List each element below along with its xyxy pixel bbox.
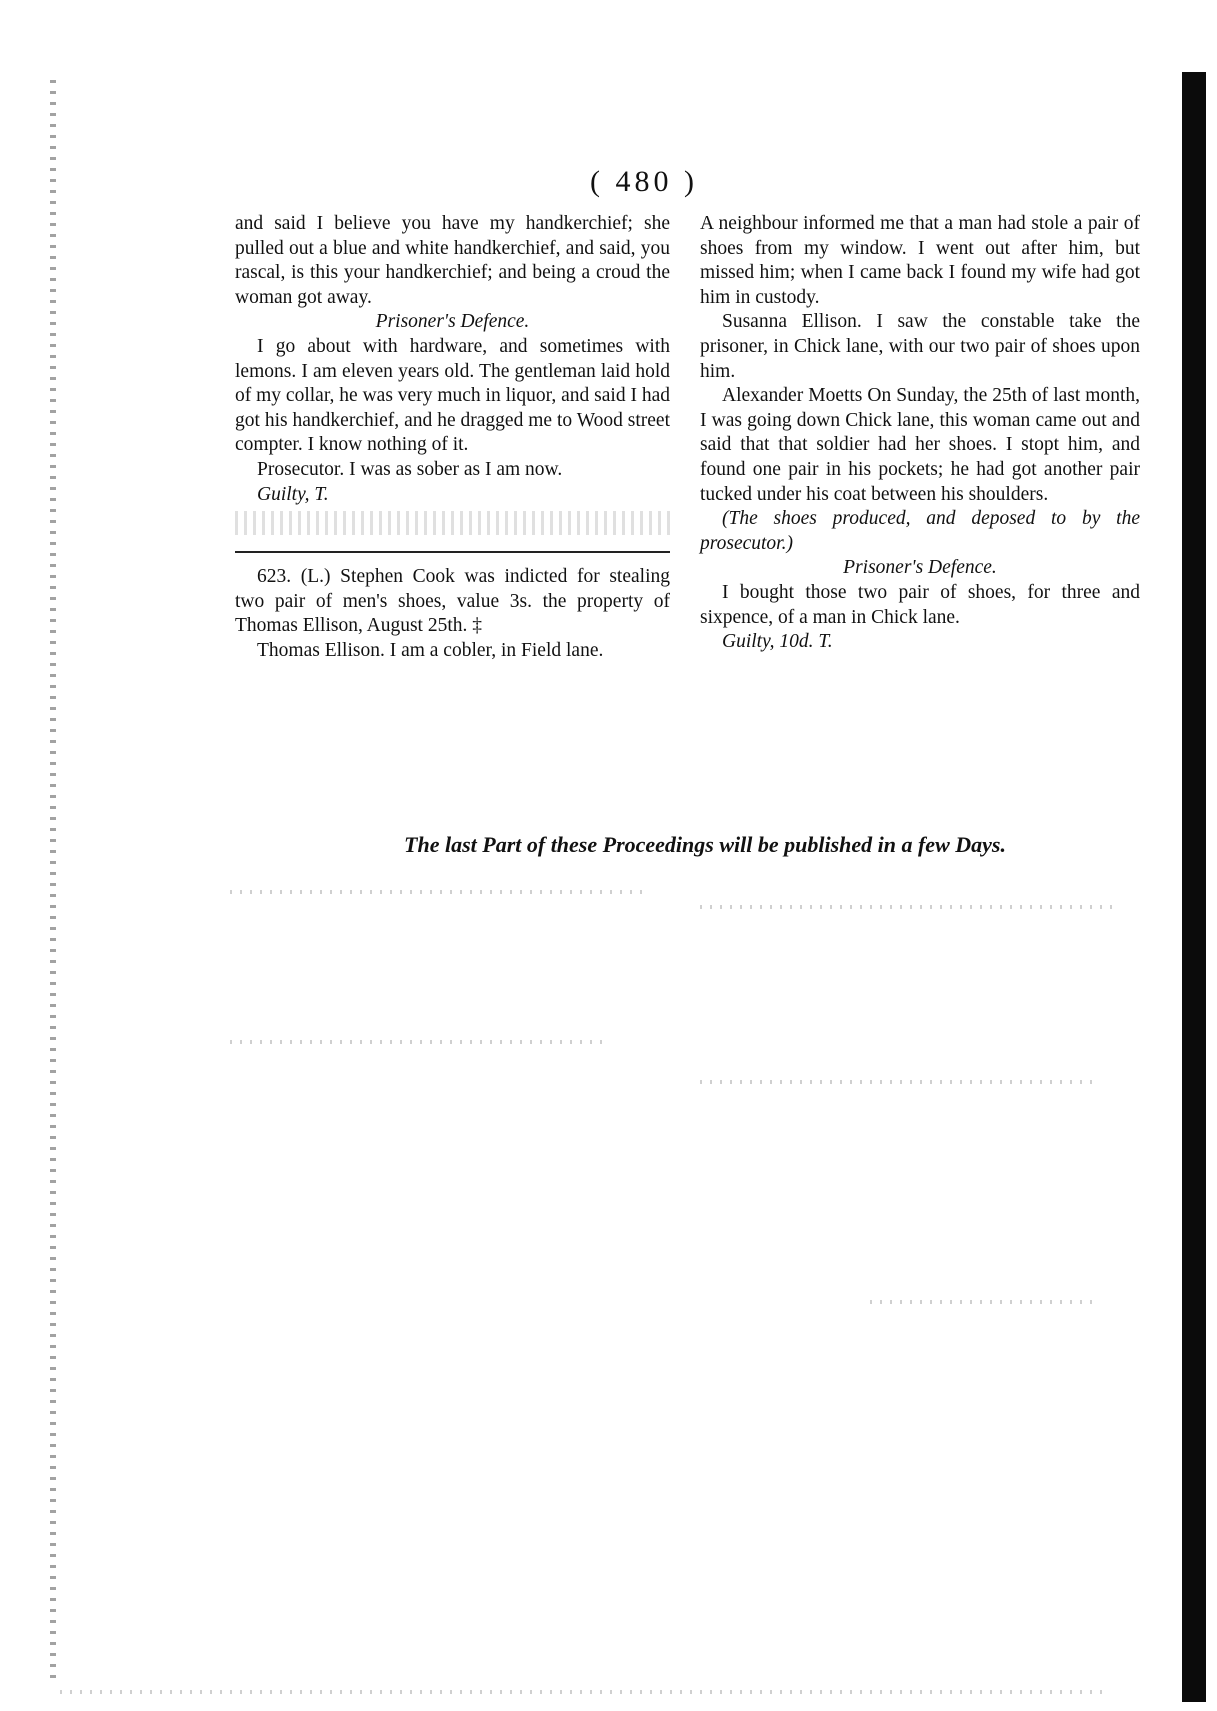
- scan-margin-artifact: [50, 80, 56, 1680]
- prisoner-defence-heading: Prisoner's Defence.: [843, 557, 997, 579]
- left-paragraph: and said I believe you have my handkerchief; she pulled out a blue and white handkerchief, and said, you rascal, is this your handkerchief; and being a croud the woman got away.: [235, 213, 670, 308]
- left-paragraph: Prosecutor. I was as sober as I am now.: [257, 458, 563, 480]
- left-column: [235, 212, 670, 664]
- prisoner-defence-heading: Prisoner's Defence.: [375, 311, 530, 333]
- right-column: [700, 212, 1140, 655]
- verdict: Guilty, 10d. T.: [722, 631, 833, 653]
- right-paragraph: (The shoes produced, and deposed to by the prosecutor.): [700, 508, 1140, 554]
- bleed-through-artifact: [700, 905, 1120, 909]
- bleed-through-artifact: [230, 1040, 610, 1044]
- section-divider: [235, 551, 670, 553]
- bleed-through-artifact: [700, 1080, 1100, 1084]
- bleed-through-artifact: [870, 1300, 1100, 1304]
- bleed-through-artifact: [60, 1690, 1110, 1694]
- right-paragraph: I bought those two pair of shoes, for three and sixpence, of a man in Chick lane.: [700, 581, 1140, 628]
- page-number: ( 480 ): [590, 165, 698, 198]
- right-paragraph: Alexander Moetts On Sunday, the 25th of last month, I was going down Chick lane, this woman came out and said that that soldier had her shoes. I stopt him, and found one pair in his pockets; he had got another pair tucked under his coat between his shoulders.: [700, 385, 1140, 505]
- verdict: Guilty, T.: [257, 483, 329, 505]
- left-paragraph: I go about with hardware, and sometimes with lemons. I am eleven years old. The gentleman laid hold of my collar, he was very much in liquor, and said I had got his handkerchief, and he dragged me to Wood street compter. I know nothing of it.: [235, 335, 670, 456]
- scan-edge-bar: [1182, 72, 1206, 1702]
- right-paragraph: Susanna Ellison. I saw the constable take the prisoner, in Chick lane, with our two pair of shoes upon him.: [700, 311, 1140, 382]
- bleed-through-artifact: [230, 890, 650, 894]
- right-paragraph: A neighbour informed me that a man had stole a pair of shoes from my window. I went out after him, but missed him; when I came back I found my wife had got him in custody.: [700, 213, 1140, 308]
- footer-note: The last Part of these Proceedings will be published in a few Days.: [404, 832, 1006, 857]
- left-paragraph: 623. (L.) Stephen Cook was indicted for stealing two pair of men's shoes, value 3s. the property of Thomas Ellison, August 25th. ‡: [235, 566, 670, 637]
- left-paragraph: Thomas Ellison. I am a cobler, in Field lane.: [257, 639, 604, 661]
- faded-text-line: [235, 511, 670, 535]
